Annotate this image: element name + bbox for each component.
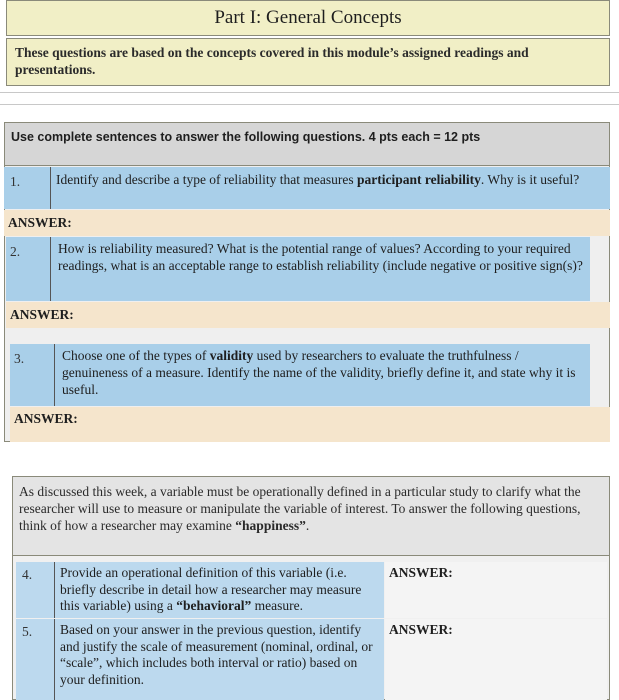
answer-field-2[interactable]: ANSWER: xyxy=(6,302,610,328)
cell-divider xyxy=(50,237,51,301)
divider xyxy=(0,104,619,105)
question-text: Provide an operational definition of this variable (i.e. briefly describe in detail how a researcher may measure this variable) using a “behavioral” measure. xyxy=(60,565,362,613)
question-row-4 xyxy=(16,562,384,618)
question-number: 1. xyxy=(10,174,21,189)
part-intro: These questions are based on the concepts covered in this module’s assigned readings and presentations. xyxy=(6,38,610,86)
section-2-intro: As discussed this week, a variable must be operationally defined in a particular study to clarify what the researcher will use to measure or manipulate the variable of interest. To answer the following questions, think of how a researcher may examine “happiness”. xyxy=(12,476,610,556)
question-row-2 xyxy=(6,237,590,301)
answer-field-4[interactable]: ANSWER: xyxy=(385,562,607,618)
cell-divider xyxy=(50,167,51,209)
question-row-1 xyxy=(4,167,610,209)
question-number: 2. xyxy=(10,244,21,259)
part-title: Part I: General Concepts xyxy=(6,0,610,36)
question-number: 4. xyxy=(22,567,33,582)
section-header: Use complete sentences to answer the following questions. 4 pts each = 12 pts xyxy=(4,122,610,166)
question-number: 5. xyxy=(22,624,33,639)
question-text: How is reliability measured? What is the potential range of values? According to your required readings, what is an acceptable range to establish reliability (include negative or positive sign(s)? xyxy=(58,241,583,273)
question-text: Choose one of the types of validity used by researchers to evaluate the truthfulness / genuineness of a measure. Identify the name of the validity, briefly define it, and state why it is useful. xyxy=(62,348,576,397)
question-text: Based on your answer in the previous question, identify and justify the scale of measurement (nominal, ordinal, or “scale”, which includes both interval or ratio) based on your definition. xyxy=(60,622,373,687)
question-number: 3. xyxy=(14,351,25,366)
divider xyxy=(0,92,619,93)
answer-field-1[interactable]: ANSWER: xyxy=(4,210,610,236)
cell-divider xyxy=(54,562,55,618)
cell-divider xyxy=(54,619,55,700)
answer-field-5[interactable]: ANSWER: xyxy=(385,619,607,700)
question-row-3 xyxy=(10,344,590,406)
cell-divider xyxy=(54,344,55,406)
question-text: Identify and describe a type of reliability that measures participant reliability. Why is it useful? xyxy=(56,172,580,187)
question-row-5 xyxy=(16,619,384,700)
answer-field-3[interactable]: ANSWER: xyxy=(10,407,610,442)
